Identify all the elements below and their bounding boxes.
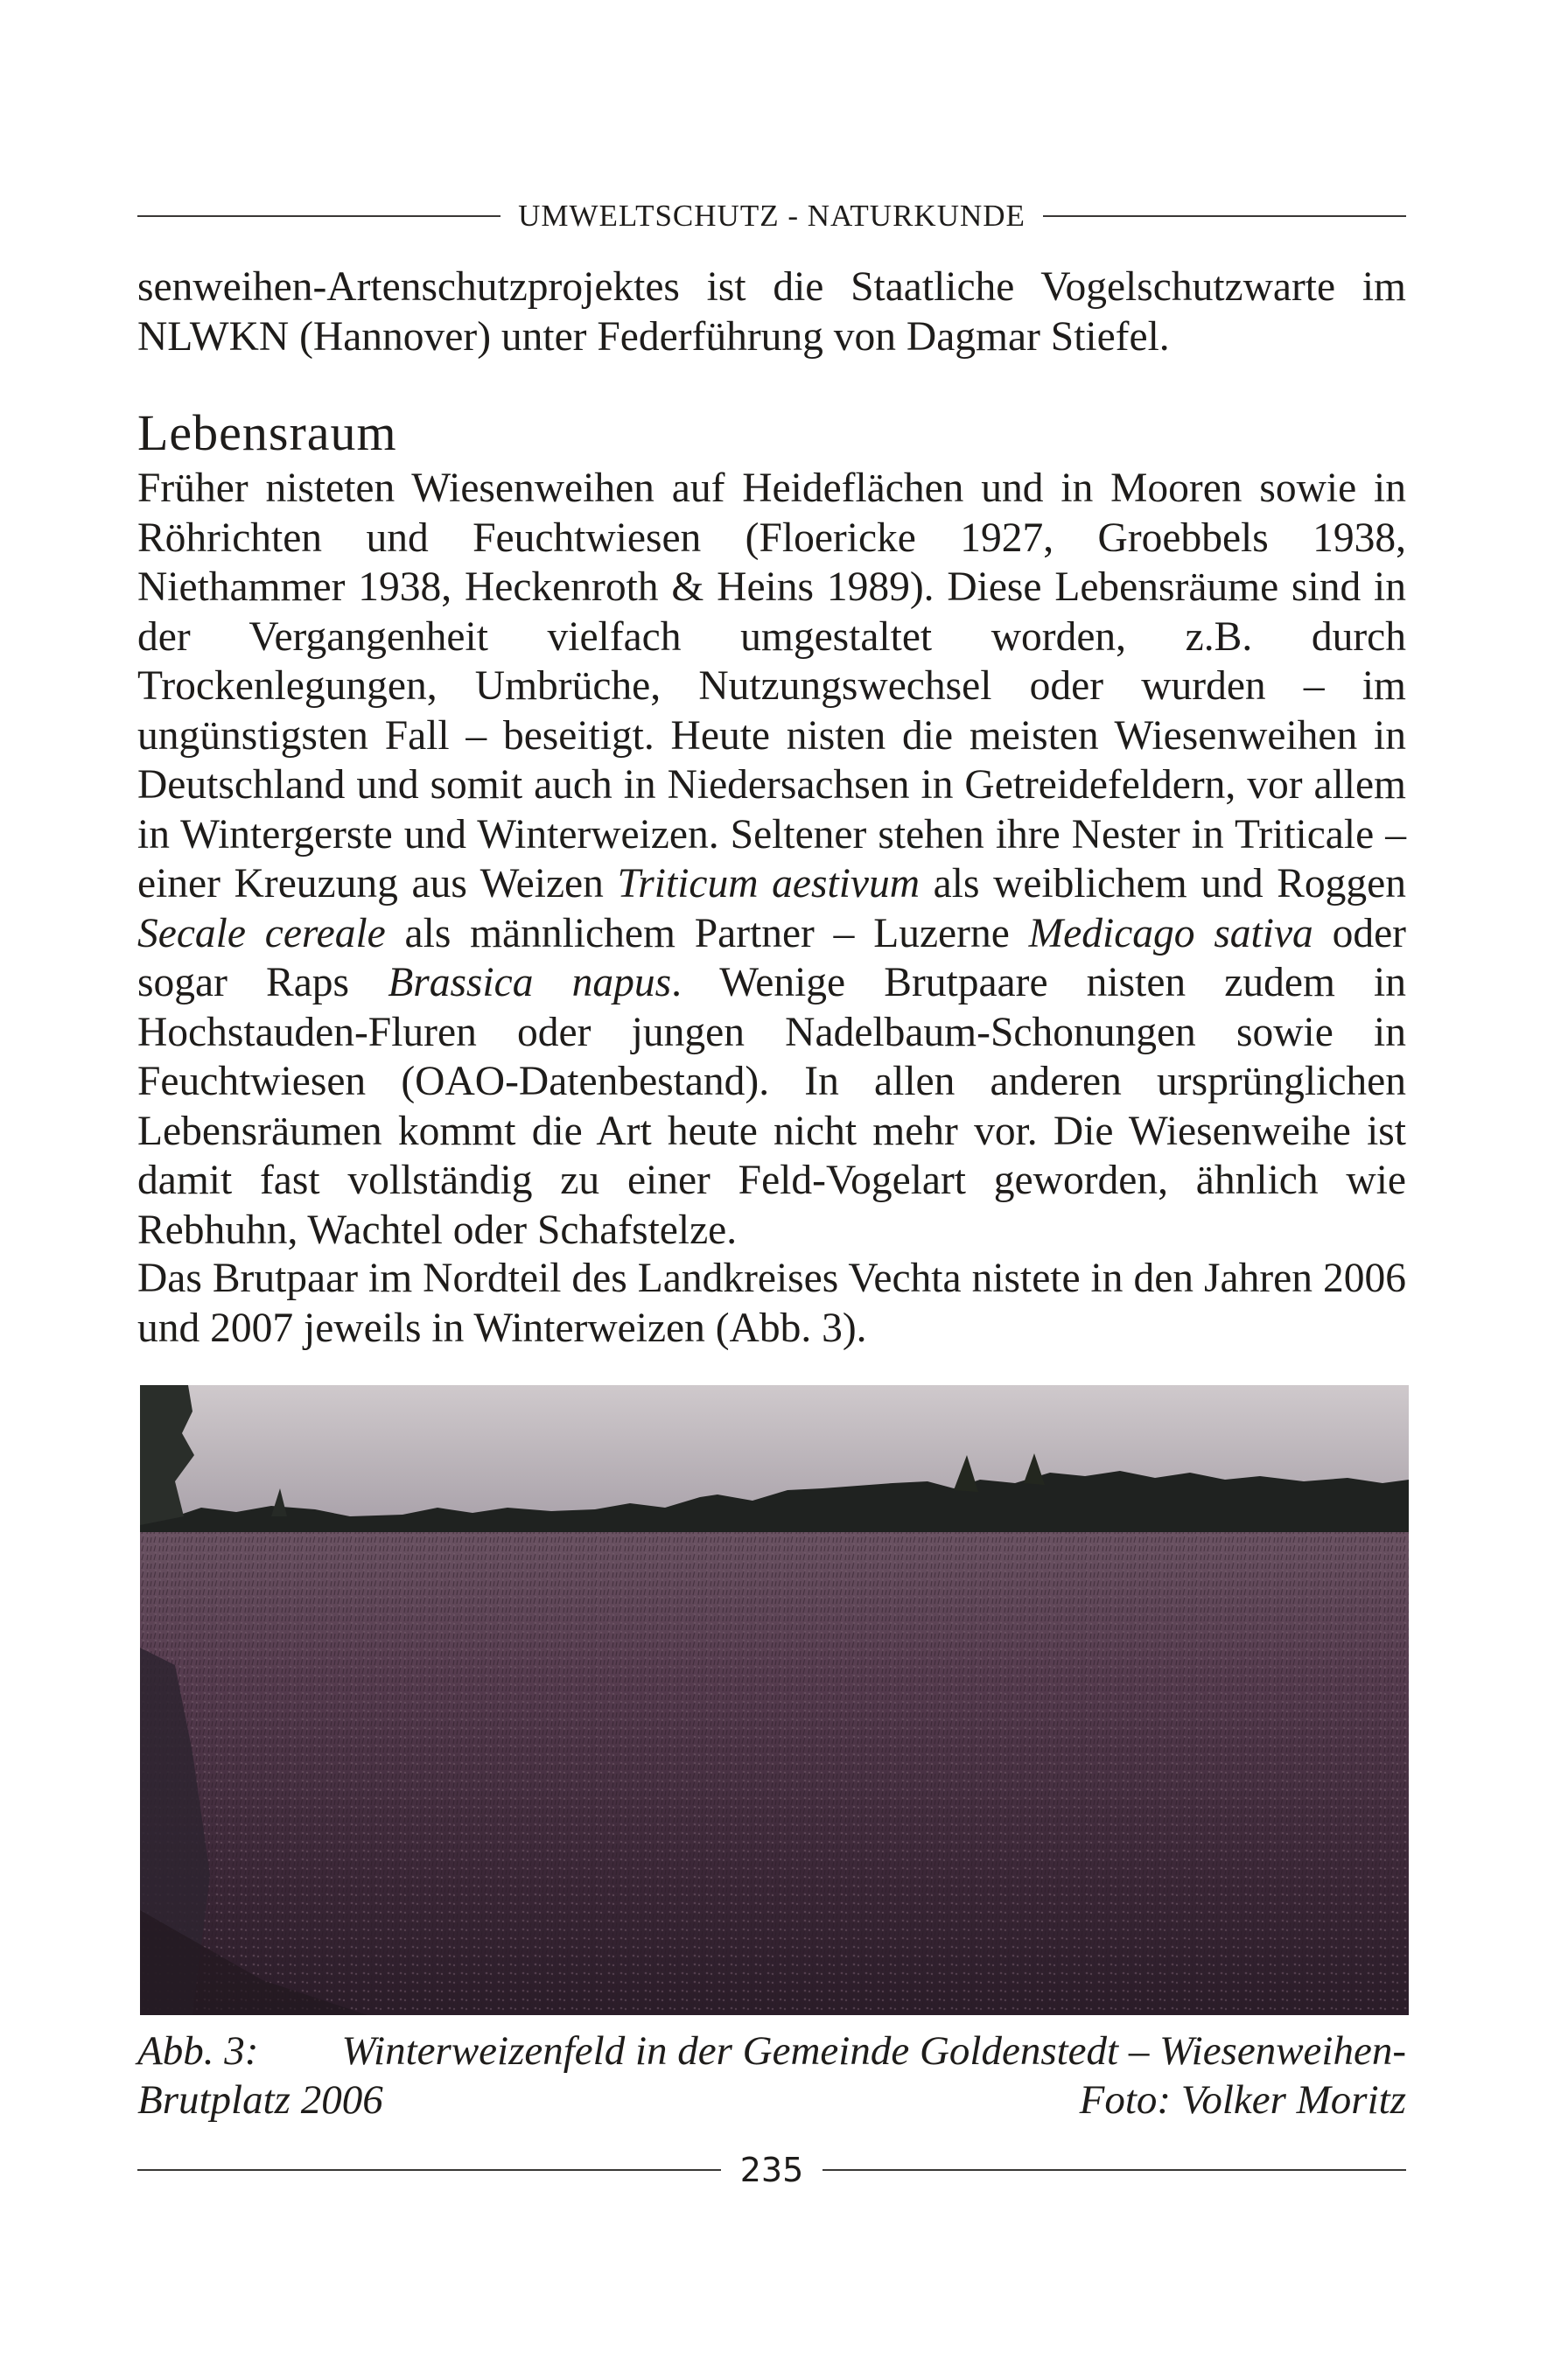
- species-name: Medicago sativa: [1028, 910, 1313, 956]
- text-segment: als männlichem Partner – Luzerne: [385, 910, 1029, 956]
- caption-line-1: [137, 2026, 1406, 2076]
- footer-rule-left: [137, 2169, 721, 2171]
- section-heading: Lebensraum: [137, 404, 397, 461]
- paragraph-lebensraum: [137, 464, 1406, 1255]
- photo-illustration: [140, 1385, 1409, 2015]
- caption-text-2: Brutplatz 2006: [137, 2077, 383, 2123]
- header-rule-right: [1043, 215, 1406, 217]
- footer-rule-right: [822, 2169, 1406, 2171]
- caption-text-1: Winterweizenfeld in der Gemeinde Goldenstedt – Wiesenweihen-: [341, 2028, 1406, 2074]
- figure-caption: [137, 2026, 1406, 2124]
- page-footer: [137, 2144, 1406, 2196]
- text-segment: Früher nisteten Wiesenweihen auf Heideflächen und in Mooren sowie in Röhrichten und Feuchtwiesen (Floericke 1927, Groebbels 1938, Niethammer 1938, Heckenroth & Heins 1989). Diese Lebensräume sind in der Vergangenheit vielfach umgestaltet worden, z.B. durch Trockenlegungen, Umbrüche, Nutzungswechsel oder wurden – im ungünstigsten Fall – beseitigt. Heute nisten die meisten Wiesenweihen in Deutschland und somit auch in Niedersachsen in Getreidefeldern, vor allem in Wintergerste und Winterweizen. Seltener stehen ihre Nester in Triticale – einer Kreuzung aus Weizen: [137, 466, 1406, 906]
- caption-label: Abb. 3:: [137, 2028, 259, 2074]
- running-title: UMWELTSCHUTZ - NATURKUNDE: [518, 199, 1026, 233]
- intro-text: senweihen-Artenschutzprojektes ist die Staatliche Vogelschutzwarte im NLWKN (Hannover) unter Federführung von Dagmar Stiefel.: [137, 264, 1406, 360]
- main-paragraph: [137, 464, 1406, 1255]
- species-name: Brassica napus: [388, 960, 672, 1005]
- second-paragraph: [137, 1254, 1406, 1353]
- text-segment: als weiblichem und Roggen: [920, 861, 1407, 906]
- header-rule-left: [137, 215, 500, 217]
- paragraph-brutpaar: Das Brutpaar im Nordteil des Landkreises Vechta nistete in den Jahren 2006 und 2007 jeweils in Winterweizen (Abb. 3).: [137, 1256, 1406, 1351]
- intro-paragraph: [137, 262, 1406, 361]
- text-segment: oder sogar Raps: [137, 910, 1406, 1005]
- wheat-field-photo: [140, 1385, 1409, 2015]
- running-header: [137, 194, 1406, 238]
- caption-line-2: [137, 2076, 1406, 2124]
- text-segment: . Wenige Brutpaare nisten zudem in Hochstauden-Fluren oder jungen Nadelbaum-Schonungen sowie in Feuchtwiesen (OAO-Datenbestand). In allen anderen ursprünglichen Lebensräumen kommt die Art heute nicht mehr vor. Die Wiesenweihe ist damit fast vollständig zu einer Feld-Vogelart geworden, ähnlich wie Rebhuhn, Wachtel oder Schafstelze.: [137, 960, 1406, 1253]
- page-number: 235: [739, 2151, 804, 2189]
- species-name: Secale cereale: [137, 910, 386, 956]
- species-name: Triticum aestivum: [617, 861, 920, 906]
- photo-credit: Foto: Volker Moritz: [1079, 2077, 1406, 2123]
